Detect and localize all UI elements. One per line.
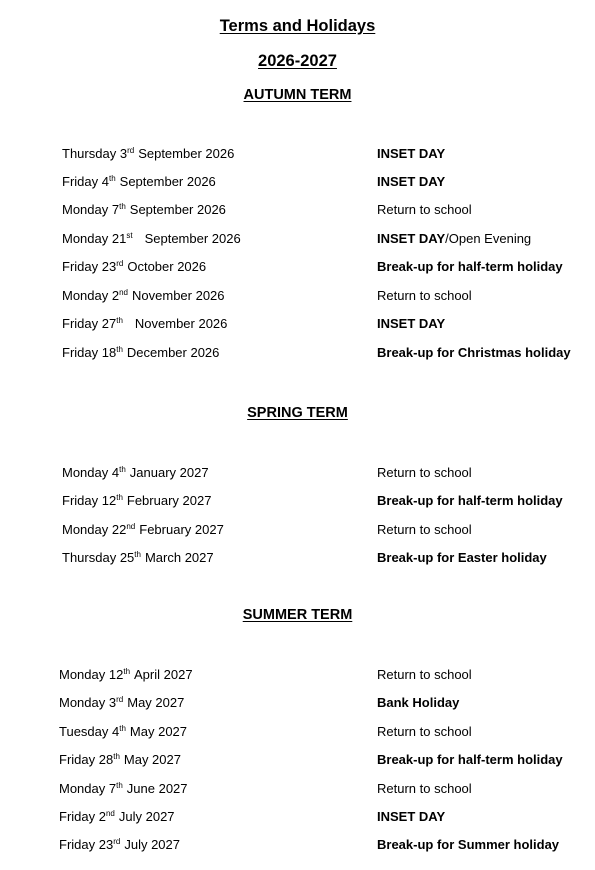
event-cell — [377, 695, 459, 710]
ordinal-suffix: st — [126, 231, 133, 240]
ordinal-suffix: th — [119, 202, 126, 211]
event-cell — [377, 231, 531, 246]
event-cell — [377, 752, 563, 767]
event-label: Break-up for half-term holiday — [377, 752, 563, 767]
month-year: January 2027 — [129, 465, 209, 480]
weekday: Friday — [62, 345, 99, 360]
event-cell — [377, 259, 563, 274]
weekday: Friday — [59, 752, 96, 767]
spring-term-heading: SPRING TERM — [247, 405, 348, 421]
date-cell — [62, 465, 209, 480]
event-label: Return to school — [377, 465, 472, 480]
date-row — [0, 288, 595, 308]
event-label: INSET DAY — [377, 174, 446, 189]
month-year: May 2027 — [127, 695, 185, 710]
event-label: INSET DAY — [377, 231, 446, 246]
ordinal-suffix: th — [116, 781, 123, 790]
weekday: Friday — [59, 837, 96, 852]
event-label: Break-up for half-term holiday — [377, 259, 563, 274]
weekday: Thursday — [62, 550, 117, 565]
event-label: INSET DAY — [377, 146, 446, 161]
date-cell — [59, 695, 184, 710]
month-year: September 2026 — [138, 146, 235, 161]
month-year: May 2027 — [129, 724, 188, 739]
date-cell — [62, 288, 225, 303]
month-year: September 2026 — [119, 174, 216, 189]
event-cell — [377, 174, 445, 189]
day-number: 23 — [101, 259, 117, 274]
day-number: 3 — [108, 695, 117, 710]
date-cell — [62, 345, 219, 360]
event-cell — [377, 809, 445, 824]
month-year: November 2026 — [134, 316, 228, 331]
date-cell — [59, 752, 181, 767]
date-cell — [59, 781, 188, 796]
event-cell — [377, 522, 472, 537]
ordinal-suffix: th — [116, 316, 123, 325]
date-cell — [59, 809, 175, 824]
weekday: Monday — [62, 231, 109, 246]
date-row — [0, 493, 595, 513]
month-year: April 2027 — [134, 667, 193, 682]
ordinal-suffix: th — [119, 465, 126, 474]
month-year: December 2026 — [126, 345, 220, 360]
weekday: Monday — [62, 288, 109, 303]
ordinal-suffix: rd — [116, 695, 124, 704]
date-row — [0, 837, 595, 857]
document-title: Terms and Holidays — [219, 17, 376, 35]
event-cell — [377, 146, 445, 161]
month-year: September 2026 — [144, 231, 241, 246]
ordinal-suffix: nd — [105, 809, 115, 818]
date-row — [0, 174, 595, 194]
day-number: 7 — [111, 202, 120, 217]
event-cell — [377, 288, 472, 303]
date-row — [0, 724, 595, 744]
event-label: Return to school — [377, 667, 472, 682]
date-row — [0, 465, 595, 485]
weekday: Monday — [59, 695, 106, 710]
day-number: 12 — [101, 493, 117, 508]
event-label: Break-up for half-term holiday — [377, 493, 563, 508]
date-cell — [62, 174, 216, 189]
event-label: Return to school — [377, 724, 472, 739]
ordinal-suffix: th — [134, 550, 141, 559]
date-cell — [62, 231, 241, 246]
day-number: 2 — [98, 809, 106, 824]
month-year: July 2027 — [124, 837, 180, 852]
weekday: Friday — [62, 493, 99, 508]
event-label: INSET DAY — [377, 809, 446, 824]
weekday: Monday — [62, 465, 109, 480]
weekday: Friday — [62, 174, 99, 189]
day-number: 4 — [101, 174, 109, 189]
date-cell — [59, 724, 187, 739]
event-cell — [377, 202, 472, 217]
event-label: Break-up for Christmas holiday — [377, 345, 571, 360]
event-cell — [377, 724, 472, 739]
weekday: Tuesday — [59, 724, 109, 739]
weekday: Monday — [62, 522, 109, 537]
date-row — [0, 259, 595, 279]
weekday: Monday — [59, 781, 106, 796]
event-label: Return to school — [377, 202, 472, 217]
month-year: March 2027 — [144, 550, 214, 565]
date-cell — [62, 146, 234, 161]
weekday: Friday — [59, 809, 96, 824]
date-cell — [62, 259, 206, 274]
day-number: 27 — [101, 316, 117, 331]
event-label: Break-up for Summer holiday — [377, 837, 560, 852]
date-row — [0, 550, 595, 570]
day-number: 28 — [98, 752, 114, 767]
month-year: October 2026 — [127, 259, 207, 274]
ordinal-suffix: th — [108, 174, 116, 183]
date-row — [0, 752, 595, 772]
ordinal-suffix: nd — [126, 522, 136, 531]
month-year: May 2027 — [123, 752, 181, 767]
ordinal-suffix: rd — [127, 146, 135, 155]
date-row — [0, 202, 595, 222]
date-cell — [62, 202, 226, 217]
event-cell — [377, 781, 472, 796]
event-cell — [377, 316, 445, 331]
day-number: 2 — [111, 288, 120, 303]
day-number: 21 — [111, 231, 127, 246]
date-row — [0, 695, 595, 715]
event-label: Return to school — [377, 288, 472, 303]
weekday: Monday — [59, 667, 106, 682]
ordinal-suffix: rd — [113, 837, 121, 846]
date-cell — [62, 493, 211, 508]
day-number: 25 — [119, 550, 135, 565]
date-row — [0, 316, 595, 336]
date-row — [0, 667, 595, 687]
day-number: 12 — [108, 667, 124, 682]
weekday: Monday — [62, 202, 109, 217]
ordinal-suffix: th — [119, 724, 126, 733]
autumn-term-heading: AUTUMN TERM — [243, 87, 352, 103]
day-number: 18 — [101, 345, 117, 360]
ordinal-suffix: rd — [116, 259, 124, 268]
event-cell — [377, 493, 563, 508]
date-row — [0, 809, 595, 829]
date-row — [0, 522, 595, 542]
weekday: Friday — [62, 316, 99, 331]
day-number: 4 — [112, 724, 120, 739]
summer-term-heading: SUMMER TERM — [242, 607, 353, 623]
weekday: Thursday — [62, 146, 117, 161]
date-cell — [59, 667, 193, 682]
day-number: 3 — [119, 146, 128, 161]
date-cell — [59, 837, 180, 852]
event-cell — [377, 837, 559, 852]
day-number: 7 — [108, 781, 117, 796]
month-year: July 2027 — [118, 809, 175, 824]
event-cell — [377, 345, 571, 360]
date-cell — [62, 316, 227, 331]
date-row — [0, 231, 595, 251]
month-year: September 2026 — [129, 202, 226, 217]
month-year: November 2026 — [132, 288, 225, 303]
event-label: Break-up for Easter holiday — [377, 550, 547, 565]
academic-year: 2026-2027 — [258, 52, 337, 70]
date-row — [0, 146, 595, 166]
ordinal-suffix: th — [116, 345, 123, 354]
event-cell — [377, 550, 547, 565]
date-cell — [62, 550, 214, 565]
month-year: February 2027 — [126, 493, 212, 508]
date-row — [0, 781, 595, 801]
ordinal-suffix: nd — [119, 288, 129, 297]
event-cell — [377, 465, 472, 480]
event-label: Bank Holiday — [377, 695, 460, 710]
event-note: /Open Evening — [445, 231, 532, 246]
day-number: 23 — [98, 837, 114, 852]
ordinal-suffix: th — [113, 752, 120, 761]
ordinal-suffix: th — [123, 667, 131, 676]
month-year: February 2027 — [139, 522, 224, 537]
date-cell — [62, 522, 224, 537]
day-number: 22 — [111, 522, 127, 537]
month-year: June 2027 — [126, 781, 188, 796]
weekday: Friday — [62, 259, 99, 274]
event-label: Return to school — [377, 522, 472, 537]
event-label: INSET DAY — [377, 316, 446, 331]
event-cell — [377, 667, 472, 682]
ordinal-suffix: th — [116, 493, 123, 502]
event-label: Return to school — [377, 781, 472, 796]
day-number: 4 — [111, 465, 120, 480]
date-row — [0, 345, 595, 365]
